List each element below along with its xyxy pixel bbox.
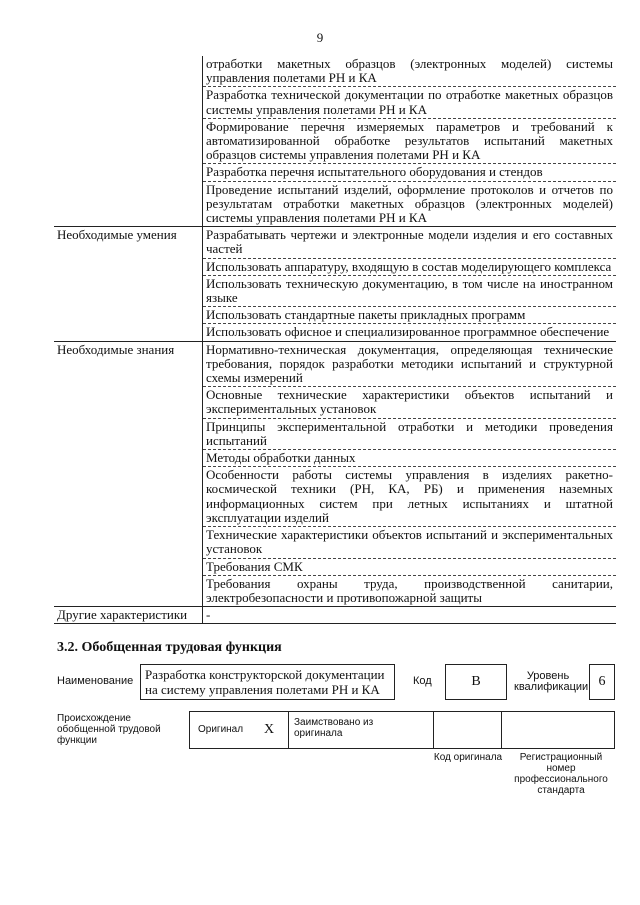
row-item: Требования СМК: [203, 558, 617, 575]
row-item: Основные технические характеристики объектов испытаний и экспериментальных установок: [203, 387, 617, 418]
row-item: Проведение испытаний изделий, оформление протоколов и отчетов по результатам отработки макетных образцов (электронных моделей) системы управления полетами РН и КА: [203, 181, 617, 227]
row-item: Разработка перечня испытательного оборудования и стендов: [203, 164, 617, 181]
code-value: B: [445, 664, 507, 700]
table-row: [54, 227, 616, 258]
table-row: [54, 341, 616, 387]
level-label: Уровень квалификации: [514, 670, 589, 693]
name-label: Наименование: [57, 675, 134, 687]
reg-number-label: Регистрационный номер профессионального стандарта: [514, 752, 608, 796]
row-item: Формирование перечня измеряемых параметров и требований к автоматизированной обработке результатов испытаний макетных образцов системы управления полетами РН и КА: [203, 118, 617, 164]
origin-label: Происхождение обобщенной трудовой функции: [57, 713, 161, 746]
row-item: Разработка технической документации по отработке макетных образцов системы управления полетами РН и КА: [203, 87, 617, 118]
row-item: -: [203, 607, 617, 624]
row-item: Особенности работы системы управления в изделиях ракетно-космической техники (РН, КА, РБ) и применения наземных информационных систем при летных испытаниях и штатной эксплуатации изделий: [203, 467, 617, 527]
name-value: Разработка конструкторской документации на систему управления полетами РН и КА: [145, 667, 385, 697]
origin-table: [189, 711, 615, 749]
original-mark: X: [264, 722, 275, 737]
row-label: Необходимые умения: [54, 227, 203, 341]
row-item: Технические характеристики объектов испытаний и экспериментальных установок: [203, 527, 617, 558]
row-item: Методы обработки данных: [203, 450, 617, 467]
row-item: Использовать техническую документацию, в том числе на иностранном языке: [203, 275, 617, 306]
row-item: Нормативно-техническая документация, определяющая технические требования, порядок разработки методики испытаний и структурной схемы измерений: [203, 341, 617, 387]
original-label: Оригинал: [198, 724, 244, 735]
name-value-box: [140, 664, 395, 700]
row-item: Использовать офисное и специализированное программное обеспечение: [203, 324, 617, 341]
code-label: Код: [413, 675, 432, 687]
code-original-label: Код оригинала: [433, 752, 503, 763]
table-row: [54, 607, 616, 624]
row-label: [54, 56, 203, 227]
table-row: [54, 56, 616, 87]
skills-table: [54, 56, 616, 624]
row-item: Разрабатывать чертежи и электронные модели изделия и его составных частей: [203, 227, 617, 258]
section-title: 3.2. Обобщенная трудовая функция: [57, 640, 282, 655]
level-value: 6: [589, 664, 615, 700]
row-item: Принципы экспериментальной отработки и методики проведения испытаний: [203, 418, 617, 449]
row-label: Необходимые знания: [54, 341, 203, 606]
row-item: Использовать аппаратуру, входящую в состав моделирующего комплекса: [203, 258, 617, 275]
page-number: 9: [316, 30, 324, 45]
borrowed-label: Заимствовано из оригинала: [294, 717, 374, 739]
row-item: отработки макетных образцов (электронных моделей) системы управления полетами РН и КА: [203, 56, 617, 87]
row-item: Использовать стандартные пакеты прикладных программ: [203, 307, 617, 324]
row-item: Требования охраны труда, производственной санитарии, электробезопасности и противопожарной защиты: [203, 575, 617, 606]
row-label: Другие характеристики: [54, 607, 203, 624]
